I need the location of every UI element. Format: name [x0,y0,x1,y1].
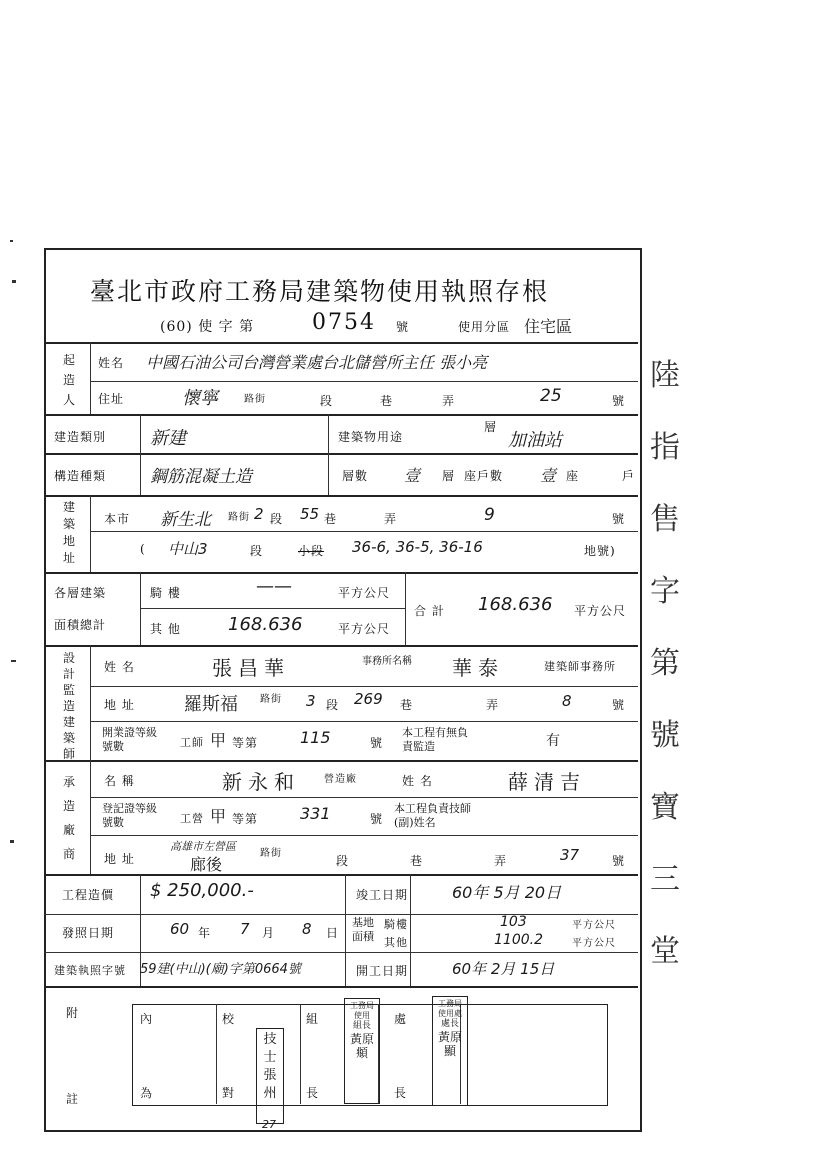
architect-section-value: 3 [306,692,316,710]
floors-unit: 層 [442,469,456,483]
applicant-address-value: 懷寧 [182,388,218,409]
section-chief-stamp-line3: 黃原頫 [349,1032,374,1060]
site-no-label: 號 [612,512,626,526]
contractor-address-city: 高雄市左營區 [170,840,236,853]
architect-no-label: 號 [612,698,626,712]
households-value: 壹 [540,466,557,485]
area-total-value: 168.636 [478,594,553,615]
area-total-unit: 平方公尺 [574,604,627,618]
director-stamp-line3: 黃原顯 [437,1030,462,1058]
contractor-name-suffix: 營造廠 [324,774,357,785]
applicant-address-label: 住址 [98,392,125,406]
contractor-no-value: 37 [560,846,580,864]
floors-value: 壹 [404,466,421,485]
contractor-cert-label: 登記證等級號數 [102,802,157,829]
area-group-label2: 面積總計 [54,618,107,632]
section-chief-stamp-line2: 組長 [352,1021,371,1031]
structure-value: 鋼筋混凝土造 [150,467,252,487]
area-total-label: 合 計 [414,604,445,618]
zone-label: 使用分區 [458,320,511,334]
architect-address-label: 地 址 [104,698,135,712]
site-land-subsection-label: 小段 [298,544,325,558]
section-chief-stamp-line1: 工務局使用 [350,1001,374,1020]
area-other-value: 168.636 [228,614,303,635]
architect-cert-grade-label: 等第 [232,736,259,750]
architect-group-label: 設計監造建築師 [62,651,75,761]
sign-cell-bottom-1: 為 [140,1086,154,1100]
issue-label: 發照日期 [62,926,115,940]
architect-office-value: 華泰 [452,656,504,680]
site-road-label: 路街 [228,512,250,523]
base-label: 基地面積 [352,916,374,943]
completion-value: 60年 5月 20日 [452,883,562,902]
sign-cell-bottom-4: 長 [394,1086,408,1100]
architect-lane-label: 巷 [400,698,414,712]
permit-label: 建築執照字號 [54,964,126,977]
site-land-section-label: 段 [250,544,264,558]
architect-section-label: 段 [326,698,340,712]
site-land-suffix: 地號) [584,544,616,558]
contractor-cert-no: 331 [300,804,331,823]
contractor-section-label: 段 [336,854,350,868]
applicant-alley-label: 弄 [442,394,456,408]
applicant-no-value: 25 [540,386,562,406]
floors-label: 層數 [342,469,369,483]
applicant-lane-label: 巷 [380,394,394,408]
issue-day: 8 [302,920,312,938]
sign-cell-1: 內 [140,1012,154,1026]
architect-office-suffix: 建築師事務所 [544,660,616,673]
site-section-label: 段 [270,512,284,526]
site-land-prefix: ( [140,542,146,556]
area-other-label: 其 他 [150,622,181,636]
site-land-district: 中山3 [168,540,208,558]
contractor-name-label: 名 稱 [104,774,135,788]
issue-month-label: 月 [262,926,276,940]
architect-cert-no: 115 [300,728,331,747]
contractor-cert-no-label: 號 [370,812,384,826]
director-stamp-line1: 工務局使用處 [438,999,462,1018]
households-label: 座戶數 [464,469,504,483]
households-unit2: 戶 [622,469,636,483]
architect-alley-label: 弄 [486,698,500,712]
use-label: 建築物用途 [338,430,404,444]
category-label: 建造類別 [54,430,107,444]
contractor-road-value: 廊後 [190,855,223,874]
form-title: 臺北市政府工務局建築物使用執照存根 [90,277,550,306]
contractor-cert-grade: 甲 [210,807,227,826]
sign-cell-bottom-3: 長 [306,1086,320,1100]
site-alley-label: 弄 [384,512,398,526]
site-land-numbers: 36-6, 36-5, 36-16 [352,538,483,556]
start-label: 開工日期 [356,964,409,978]
start-value: 60年 2月 15日 [452,960,555,978]
remark-label-bottom: 註 [66,1092,80,1106]
base-arcade-unit: 平方公尺 [572,920,616,931]
use-value: 加油站 [508,430,562,451]
area-arcade-label: 騎 樓 [150,586,181,600]
zone-value: 住宅區 [524,317,573,336]
architect-cert-label: 開業證等級號數 [102,726,157,753]
base-arcade-label: 騎樓 [384,918,408,931]
site-lane-label: 巷 [324,512,338,526]
cost-value: $ 250,000.- [150,880,254,901]
sign-cell-bottom-2: 對 [222,1086,236,1100]
area-arcade-unit: 平方公尺 [338,586,391,600]
site-city-label: 本市 [104,512,131,526]
contractor-name-value: 新永和 [222,770,300,794]
bottom-stamp-number: 27 [262,1118,276,1131]
license-no-prefix: (60) 使 字 第 [160,319,255,335]
sign-cell-3: 組 [306,1012,320,1026]
area-other-unit: 平方公尺 [338,622,391,636]
margin-note: 陸指售字第號寶三堂 [650,358,680,969]
license-no: 0754 [312,310,376,335]
base-arcade-value: 103 [500,914,527,930]
site-lane-value: 55 [300,505,320,523]
cost-label: 工程造價 [62,888,115,902]
contractor-address-label: 地 址 [104,852,135,866]
inspector-stamp: 技士 張州 [256,1028,284,1124]
issue-day-label: 日 [326,926,340,940]
base-other-value: 1100.2 [494,932,543,948]
site-road-value: 新生北 [160,510,211,530]
structure-label: 構造種類 [54,469,107,483]
base-other-unit: 平方公尺 [572,938,616,949]
architect-office-label: 事務所名稱 [362,656,412,667]
site-group-label: 建築地址 [62,500,75,565]
architect-name-label: 姓 名 [104,660,135,674]
applicant-group-label: 起造人 [62,353,75,407]
contractor-tech-label: 本工程負責技師(副)姓名 [394,802,471,829]
issue-year-label: 年 [198,926,212,940]
architect-road-value: 羅斯福 [184,694,238,715]
remark-label-top: 附 [66,1006,80,1020]
architect-cert-prefix: 工師 [180,736,204,749]
use-floor-label: 層 [484,420,498,434]
architect-cert-grade: 甲 [210,731,227,750]
site-no-value: 9 [484,505,495,525]
sign-cell-4: 處 [394,1012,408,1026]
applicant-no-label: 號 [612,394,626,408]
contractor-no-label: 號 [612,854,626,868]
contractor-person-value: 薛清吉 [508,770,586,794]
issue-year: 60 [170,920,190,938]
director-stamp-line2: 處長 [440,1019,459,1029]
architect-name-value: 張昌華 [212,656,290,680]
category-value: 新建 [150,428,186,449]
applicant-name-label: 姓名 [98,356,125,370]
applicant-section-label: 段 [320,394,334,408]
contractor-cert-prefix: 工營 [180,812,204,825]
architect-cert-no-label: 號 [370,736,384,750]
completion-label: 竣工日期 [356,888,409,902]
contractor-alley-label: 弄 [494,854,508,868]
area-arcade-value: —— [256,576,292,597]
license-no-suffix: 號 [396,320,410,334]
applicant-name-value: 中國石油公司台灣營業處台北儲營所主任 張小亮 [146,353,488,372]
architect-lane-value: 269 [354,690,383,708]
households-unit1: 座 [566,469,580,483]
sign-cell-2: 校 [222,1012,236,1026]
architect-road-label: 路街 [260,694,282,705]
site-section-value: 2 [254,505,264,523]
applicant-road-label: 路街 [244,394,266,405]
area-group-label1: 各層建築 [54,586,107,600]
contractor-group-label: 承造廠商 [62,775,75,861]
director-stamp [432,996,468,1106]
architect-supervise-value: 有 [546,733,560,749]
permit-value: 59建(中山)(廟)字第0664號 [140,962,301,977]
issue-month: 7 [240,920,250,938]
contractor-lane-label: 巷 [410,854,424,868]
section-chief-stamp [344,998,380,1104]
architect-no-value: 8 [562,692,572,710]
scan-speckles [8,240,18,940]
contractor-cert-grade-label: 等第 [232,812,259,826]
contractor-road-label: 路街 [260,848,282,859]
base-other-label: 其他 [384,936,408,949]
architect-supervise-label: 本工程有無負責監造 [402,726,468,753]
contractor-person-label: 姓 名 [402,774,433,788]
